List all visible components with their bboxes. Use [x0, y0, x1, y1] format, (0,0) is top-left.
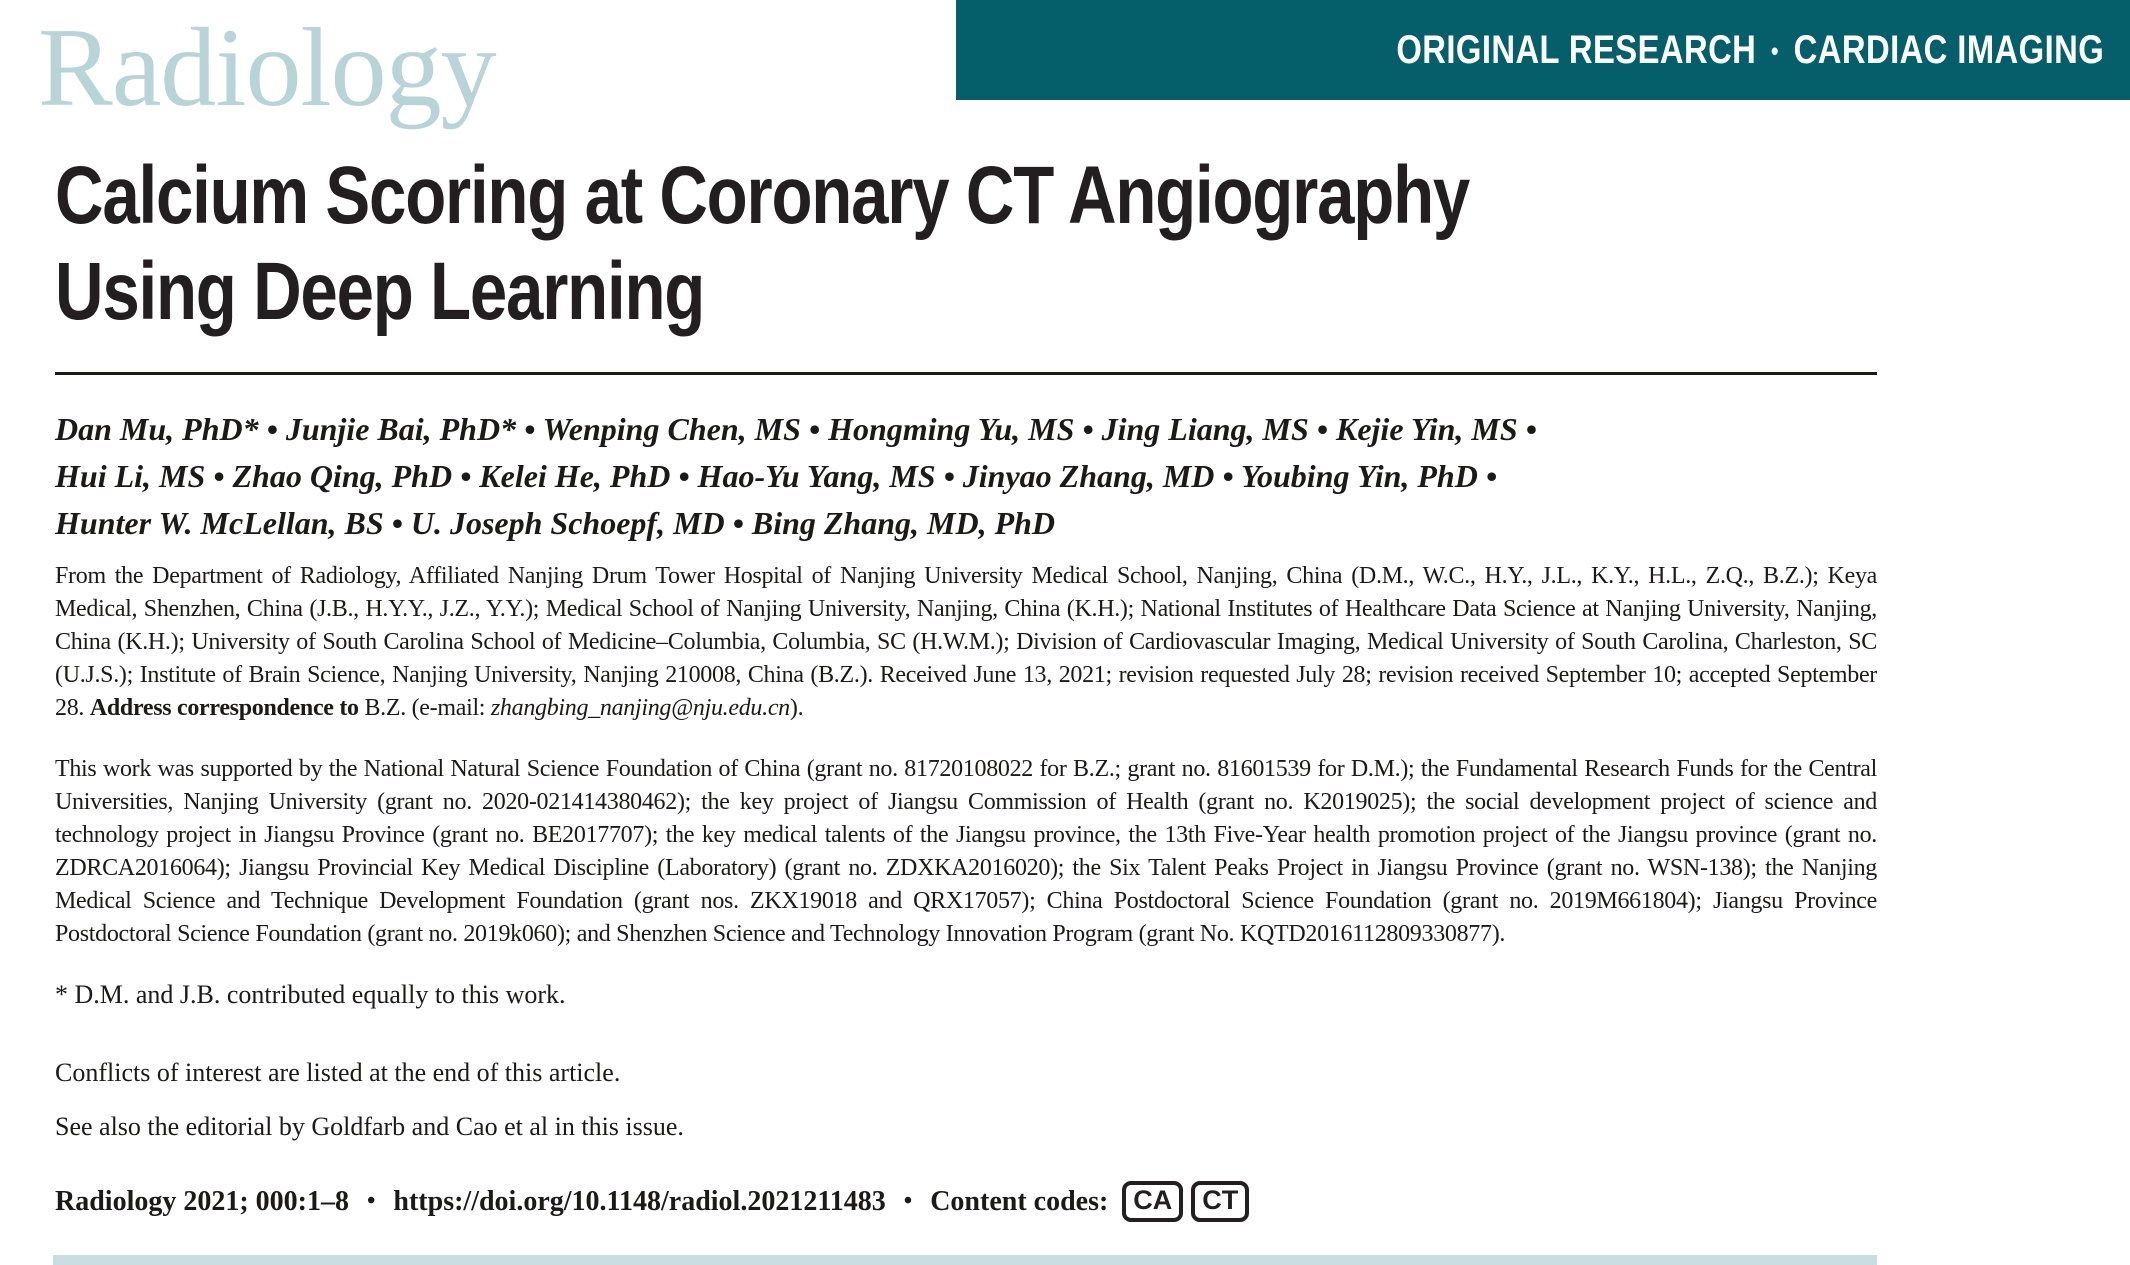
affiliations-paragraph: [55, 560, 1877, 725]
correspondence-suffix-text: ).: [789, 695, 804, 721]
citation-separator-dot: •: [903, 1188, 913, 1214]
author-line: Hui Li, MS • Zhao Qing, PhD • Kelei He, PhD • Hao-Yu Yang, MS • Jinyao Zhang, MD • Youbing Yin, PhD •: [55, 458, 1498, 494]
banner-topic-label: CARDIAC IMAGING: [1793, 27, 2104, 72]
equal-contribution-note: * D.M. and J.B. contributed equally to this work.: [55, 980, 566, 1009]
category-banner-text: [1396, 28, 2104, 73]
category-banner: [956, 0, 2130, 100]
content-code-badge-ca: CA: [1122, 1181, 1183, 1222]
editorial-note: See also the editorial by Goldfarb and Cao et al in this issue.: [55, 1112, 684, 1141]
citation-line: [55, 1181, 1877, 1222]
conflicts-note: Conflicts of interest are listed at the end of this article.: [55, 1058, 621, 1087]
banner-separator-dot: •: [1770, 35, 1779, 66]
doi-link[interactable]: https://doi.org/10.1148/radiol.2021211483: [393, 1185, 886, 1217]
article-title-line-1: Calcium Scoring at Coronary CT Angiography: [55, 150, 1470, 241]
front-matter-column: [55, 560, 1877, 1222]
journal-citation: Radiology 2021; 000:1–8: [55, 1185, 349, 1217]
correspondence-label: Address correspondence to: [89, 695, 359, 721]
content-code-badge-ct: CT: [1191, 1181, 1249, 1222]
article-title-line-2: Using Deep Learning: [55, 246, 705, 337]
article-title: [55, 148, 1469, 340]
author-line: Dan Mu, PhD* • Junjie Bai, PhD* • Wenping Chen, MS • Hongming Yu, MS • Jing Liang, MS • Kejie Yin, MS •: [55, 411, 1537, 447]
citation-separator-dot: •: [367, 1188, 376, 1214]
banner-category-label: ORIGINAL RESEARCH: [1396, 27, 1757, 72]
funding-paragraph: This work was supported by the National Natural Science Foundation of China (grant no. 81720108022 for B.Z.; grant no. 81601539 for D.M.); the Fundamental Research Funds for the Central Universities, Nanjing University (grant no. 2020-021414380462); the key project of Jiangsu Commission of Health (grant no. K2019025); the social development project of science and technology project in Jiangsu Province (grant no. BE2017707); the key medical talents of the Jiangsu province, the 13th Five-Year health promotion project of the Jiangsu province (grant no. ZDRCA2016064); Jiangsu Provincial Key Medical Discipline (Laboratory) (grant no. ZDXKA2016020); the Six Talent Peaks Project in Jiangsu Province (grant no. WSN-138); the Nanjing Medical Science and Technique Development Foundation (grant nos. ZKX19018 and QRX17057); China Postdoctoral Science Foundation (grant no. 2019M661804); Jiangsu Province Postdoctoral Science Foundation (grant no. 2019k060); and Shenzhen Science and Technology Innovation Program (grant No. KQTD2016112809330877).: [55, 756, 1877, 947]
author-list: [55, 406, 1877, 547]
journal-logo: Radiology: [38, 6, 496, 130]
author-line: Hunter W. McLellan, BS • U. Joseph Schoepf, MD • Bing Zhang, MD, PhD: [55, 505, 1056, 541]
correspondence-mid-text: B.Z. (e-mail:: [358, 695, 491, 721]
title-authors-divider: [55, 372, 1877, 375]
footer-divider: [53, 1255, 1877, 1265]
affiliations-text: From the Department of Radiology, Affiliated Nanjing Drum Tower Hospital of Nanjing University Medical School, Nanjing, China (D.M., W.C., H.Y., J.L., K.Y., H.L., Z.Q., B.Z.); Keya Medical, Shenzhen, China (J.B., H.Y.Y., J.Z., Y.Y.); Medical School of Nanjing University, Nanjing, China (K.H.); National Institutes of Healthcare Data Science at Nanjing University, Nanjing, China (K.H.); University of South Carolina School of Medicine–Columbia, Columbia, SC (H.W.M.); Division of Cardiovascular Imaging, Medical University of South Carolina, Charleston, SC (U.J.S.); Institute of Brain Science, Nanjing University, Nanjing 210008, China (B.Z.). Received June 13, 2021; revision requested July 28; revision received September 10; accepted September 28.: [55, 563, 1877, 721]
correspondence-email-link[interactable]: zhangbing_nanjing@nju.edu.cn: [490, 695, 790, 721]
content-codes-label: Content codes:: [930, 1185, 1109, 1217]
